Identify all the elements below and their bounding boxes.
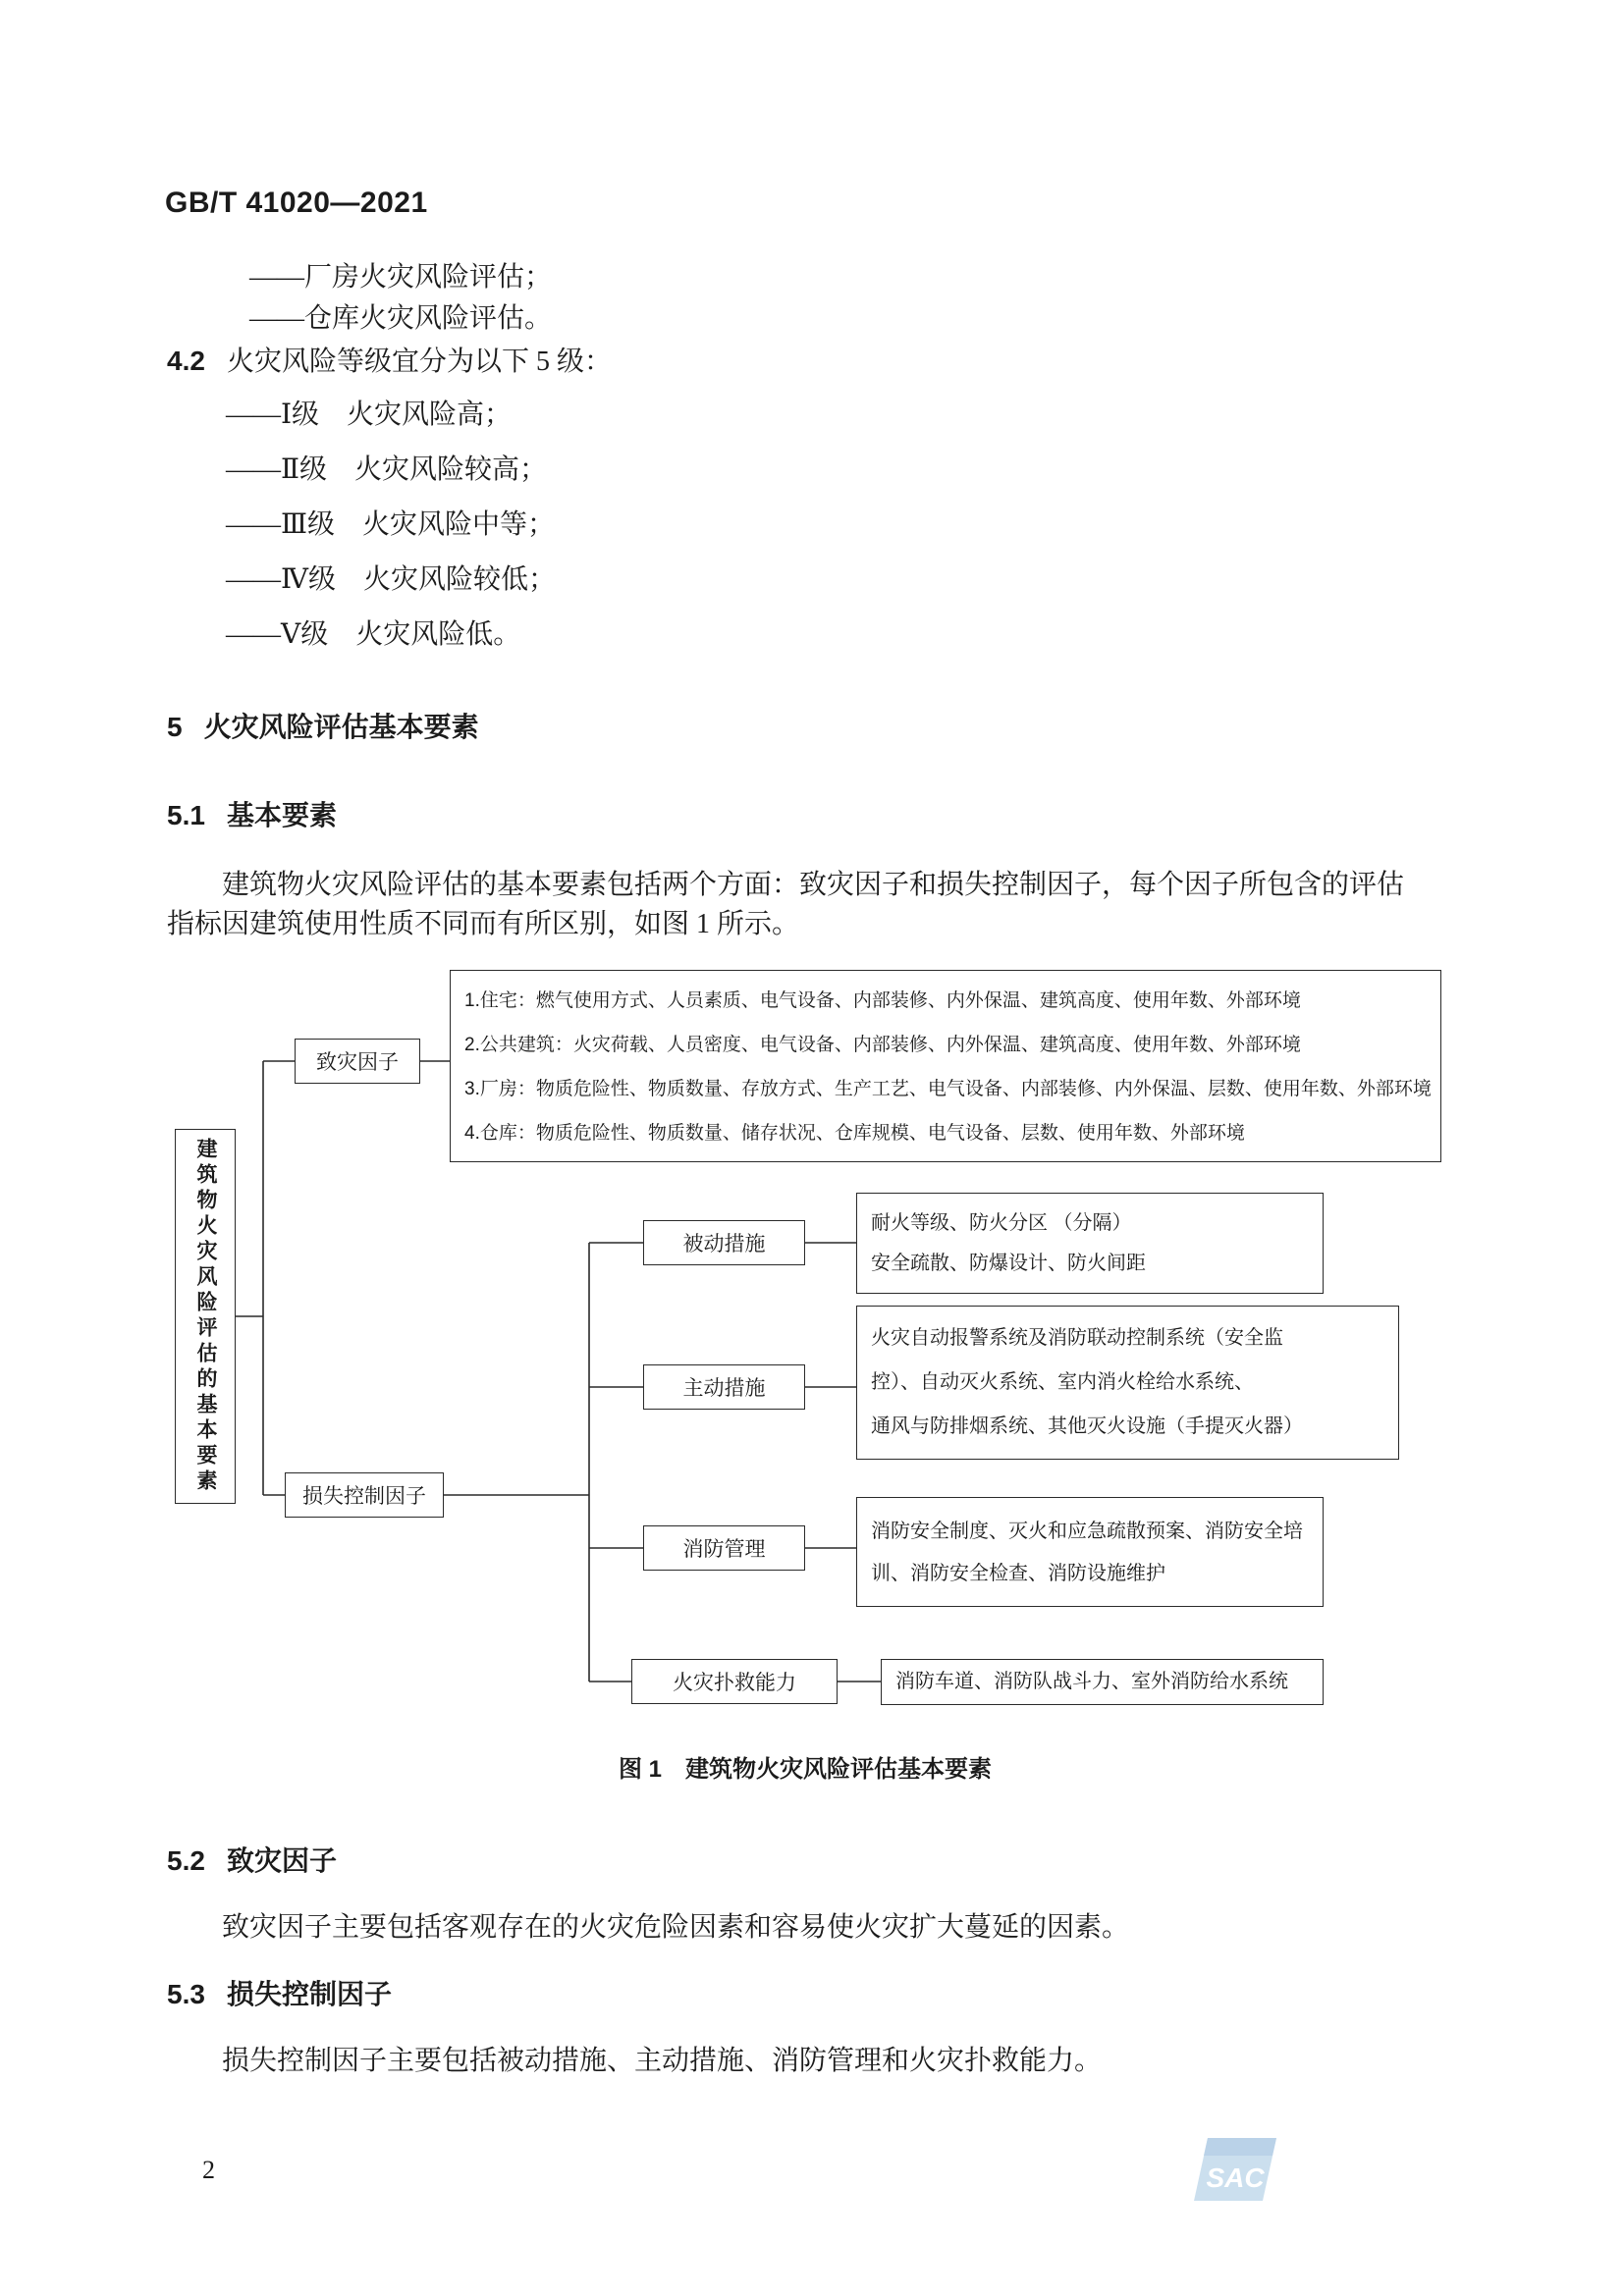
section-5-3-number: 5.3	[167, 1979, 205, 2009]
passive-line-1: 耐火等级、防火分区 （分隔）	[871, 1212, 1132, 1234]
figure-root-label: 建筑物火灾风险评估的基本要素	[194, 1138, 217, 1495]
risk-level-item-5: ——Ⅴ级 火灾风险低。	[226, 619, 521, 650]
figure-fire-management-content-panel	[856, 1497, 1324, 1607]
section-5-2-number: 5.2	[167, 1845, 205, 1876]
dash-item-factory: ——厂房火灾风险评估；	[249, 262, 553, 293]
sac-watermark-logo	[1186, 2132, 1284, 2212]
page-number: 2	[202, 2156, 215, 2184]
figure-loss-control-node: 损失控制因子	[285, 1472, 444, 1518]
clause-4-2-text: 火灾风险等级宜分为以下 5 级：	[226, 347, 612, 377]
passive-line-2: 安全疏散、防爆设计、防火间距	[871, 1253, 1146, 1274]
management-line-1: 消防安全制度、灭火和应急疏散预案、消防安全培	[871, 1521, 1303, 1542]
figure-suppression-content-panel	[881, 1659, 1324, 1705]
hazard-line-residential: 1.住宅：燃气使用方式、人员素质、电气设备、内部装修、内外保温、建筑高度、使用年数、外部环境	[464, 990, 1301, 1011]
figure-caption: 图 1 建筑物火灾风险评估基本要素	[618, 1756, 992, 1783]
doc-number: GB/T 41020—2021	[165, 187, 428, 219]
section-5-3-title: 损失控制因子	[226, 1979, 392, 2009]
risk-level-item-2: ——Ⅱ级 火灾风险较高；	[226, 454, 548, 485]
figure-passive-measures-node: 被动措施	[643, 1220, 805, 1265]
figure-active-measures-node: 主动措施	[643, 1364, 805, 1410]
active-line-2: 控）、自动灭火系统、室内消火栓给水系统、	[871, 1371, 1254, 1393]
dash-item-warehouse: ——仓库火灾风险评估。	[249, 303, 553, 334]
section-5-2-heading	[167, 1843, 337, 1884]
active-line-1: 火灾自动报警系统及消防联动控制系统（安全监	[871, 1327, 1283, 1349]
hazard-line-public-building: 2.公共建筑：火灾荷载、人员密度、电气设备、内部装修、内外保温、建筑高度、使用年数、外部环境	[464, 1035, 1301, 1055]
figure-passive-content-panel	[856, 1193, 1324, 1294]
section-5-heading	[167, 710, 479, 750]
section-5-1-heading	[167, 798, 337, 838]
hazard-line-warehouse: 4.仓库：物质危险性、物质数量、储存状况、仓库规模、电气设备、层数、使用年数、外部环境	[464, 1123, 1245, 1144]
hazard-line-factory: 3.厂房：物质危险性、物质数量、存放方式、生产工艺、电气设备、内部装修、内外保温、层数、使用年数、外部环境	[464, 1079, 1432, 1099]
active-line-3: 通风与防排烟系统、其他灭火设施（手提灭火器）	[871, 1415, 1303, 1437]
figure-root-node	[175, 1129, 236, 1504]
section-5-title: 火灾风险评估基本要素	[203, 712, 479, 742]
figure-suppression-capability-node: 火灾扑救能力	[631, 1659, 838, 1704]
sac-logo-text: SAC	[1206, 2163, 1265, 2193]
paragraph-5-1-line-1: 建筑物火灾风险评估的基本要素包括两个方面：致灾因子和损失控制因子，每个因子所包含的评估	[222, 870, 1405, 900]
section-5-1-title: 基本要素	[226, 800, 337, 830]
figure-fire-management-node: 消防管理	[643, 1525, 805, 1571]
section-5-2-title: 致灾因子	[226, 1845, 337, 1876]
section-5-3-heading	[167, 1977, 392, 2017]
risk-level-item-1: ——Ⅰ级 火灾风险高；	[226, 400, 513, 430]
section-5-1-number: 5.1	[167, 800, 205, 830]
paragraph-5-1-line-2: 指标因建筑使用性质不同而有所区别，如图 1 所示。	[167, 909, 800, 939]
sac-logo-shape	[1186, 2132, 1284, 2207]
risk-level-item-3: ——Ⅲ级 火灾风险中等；	[226, 509, 556, 540]
clause-4-2-number: 4.2	[167, 346, 205, 376]
paragraph-5-2: 致灾因子主要包括客观存在的火灾危险因素和容易使火灾扩大蔓延的因素。	[222, 1912, 1130, 1943]
section-5-number: 5	[167, 712, 183, 742]
figure-active-content-panel	[856, 1306, 1399, 1460]
suppression-line-1: 消防车道、消防队战斗力、室外消防给水系统	[895, 1671, 1288, 1692]
figure-hazard-content-panel	[450, 970, 1441, 1162]
management-line-2: 训、消防安全检查、消防设施维护	[871, 1563, 1165, 1584]
figure-hazard-factor-node: 致灾因子	[295, 1039, 420, 1084]
paragraph-5-3: 损失控制因子主要包括被动措施、主动措施、消防管理和火灾扑救能力。	[222, 2046, 1103, 2076]
risk-level-item-4: ——Ⅳ级 火灾风险较低；	[226, 564, 556, 595]
clause-4-2-row	[167, 344, 612, 384]
